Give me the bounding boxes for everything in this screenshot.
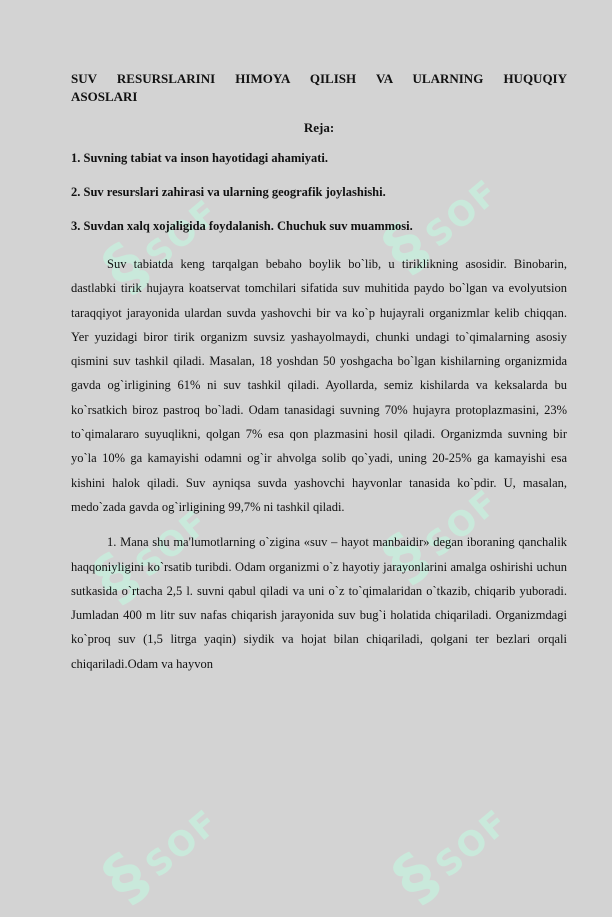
plan-item-2: 2. Suv resurslari zahirasi va ularning geografik joylashishi. bbox=[71, 185, 386, 199]
watermark: §SOF bbox=[380, 801, 518, 917]
body-paragraph-2: 1. Mana shu ma'lumotlarning o`zigina «suv – hayot manbaidir» degan iboraning qanchalik haqqoniyligini ko`rsatib turibdi. Odam organizmi o`z hayotiy jarayonlarini amalga oshirishi uchun sutkasida o`rtacha 2,5 l. suvni qabul qiladi va uni o`z to`qimalaridan o`tkazib, chiqarib yuboradi. Jumladan 400 m litr suv nafas chiqarish jarayonida suv bug`i holatida chiqariladi. Organizmdagi ko`proq suv (1,5 litrga yaqin) siydik va hojat bilan chiqariladi, qolgani ter bezlari orqali chiqariladi.Odam va hayvon bbox=[71, 535, 567, 671]
plan-item-1: 1. Suvning tabiat va inson hayotidagi ahamiyati. bbox=[71, 151, 329, 165]
watermark: §SOF bbox=[370, 171, 508, 287]
document-title: SUV RESURSLARINI HIMOYA QILISH VA ULARNING HUQUQIY ASOSLARI bbox=[71, 71, 567, 104]
watermark: §SOF bbox=[90, 191, 228, 307]
document-page bbox=[71, 70, 567, 676]
watermark: §SOF bbox=[370, 481, 508, 597]
watermark: §SOF bbox=[80, 501, 218, 617]
watermark: §SOF bbox=[90, 801, 228, 917]
body-paragraph-1: Suv tabiatda keng tarqalgan bebaho boylik bo`lib, u tiriklikning asosidir. Binobarin, dastlabki tirik hujayra koatservat tomchilari sifatida suv muhitida paydo bo`lgan va evolyutsion taraqqiyot jarayonida ulardan suvda yashovchi bir va ko`p hujayrali organizmlar kelib chiqqan. Yer yuzidagi biror tirik organizm suvsiz yashayolmaydi, chunki undagi to`qimalarning asosiy qismini suv tashkil qiladi. Masalan, 18 yoshdan 50 yoshgacha bo`lgan kishilarning organizmida gavda og`irligining 61% ni suv tashkil qiladi. Ayollarda, semiz kishilarda va keksalarda bu ko`rsatkich biroz pastroq bo`ladi. Odam tanasidagi suvning 70% hujayra protoplazmasini, 23% to`qimalararo suyuqlikni, qolgan 7% esa qon plazmasini hosil qiladi. Organizmda suvning bir yo`la 10% ga kamayishi odamni og`ir ahvolga solib qo`yadi, uning 20-25% ga kamayishi esa kishini halok qiladi. Suv ayniqsa suvda yashovchi hayvonlar tanasida ko`pdir. U, masalan, medo`zada gavda og`irligining 99,7% ni tashkil qiladi. bbox=[71, 257, 567, 514]
plan-item-3: 3. Suvdan xalq xojaligida foydalanish. Chuchuk suv muammosi. bbox=[71, 219, 413, 233]
plan-heading: Reja: bbox=[303, 120, 335, 135]
